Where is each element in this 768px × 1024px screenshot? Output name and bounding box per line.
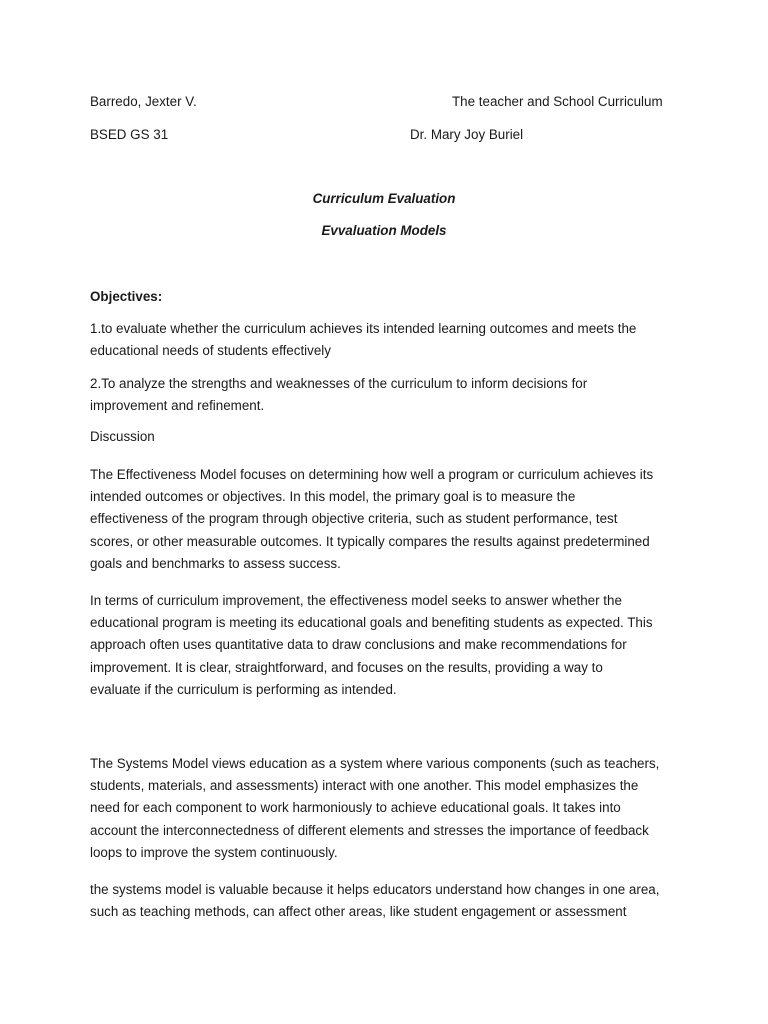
- main-title: Curriculum Evaluation: [312, 191, 456, 206]
- paragraph-systems-1: The Systems Model views education as a system where various components (such as teachers, students, materials, and assessments) interact with one another. This model emphasizes the need for each component to work harmoniously to achieve educational goals. It takes into account the interconnectedness of different elements and stresses the importance of feedback loops to improve the system continuously.: [90, 756, 660, 860]
- author-name: Barredo, Jexter V.: [90, 94, 197, 109]
- paragraph-effectiveness-1: The Effectiveness Model focuses on determining how well a program or curriculum achieves its intended outcomes or objectives. In this model, the primary goal is to measure the effectiveness of the program through objective criteria, such as student performance, test scores, or other measurable outcomes. It typically compares the results against predetermined goals and benchmarks to assess success.: [90, 467, 654, 571]
- objective-2: 2.To analyze the strengths and weaknesses of the curriculum to inform decisions for improvement and refinement.: [90, 376, 588, 414]
- objective-1: 1.to evaluate whether the curriculum achieves its intended learning outcomes and meets the educational needs of students effectively: [90, 321, 637, 359]
- objectives-heading: Objectives:: [90, 289, 163, 304]
- paragraph-effectiveness-2: In terms of curriculum improvement, the effectiveness model seeks to answer whether the educational program is meeting its educational goals and benefiting students as expected. This approach often uses quantitative data to draw conclusions and make recommendations for improvement. It is clear, straightforward, and focuses on the results, providing a way to evaluate if the curriculum is performing as intended.: [90, 593, 653, 697]
- course-title: The teacher and School Curriculum: [452, 94, 663, 109]
- sub-title: Evvaluation Models: [321, 223, 447, 238]
- instructor: Dr. Mary Joy Buriel: [410, 127, 524, 142]
- paragraph-systems-2: the systems model is valuable because it helps educators understand how changes in one area, such as teaching methods, can affect other areas, like student engagement or assessment: [90, 882, 660, 920]
- discussion-heading: Discussion: [90, 429, 155, 444]
- section: BSED GS 31: [90, 127, 169, 142]
